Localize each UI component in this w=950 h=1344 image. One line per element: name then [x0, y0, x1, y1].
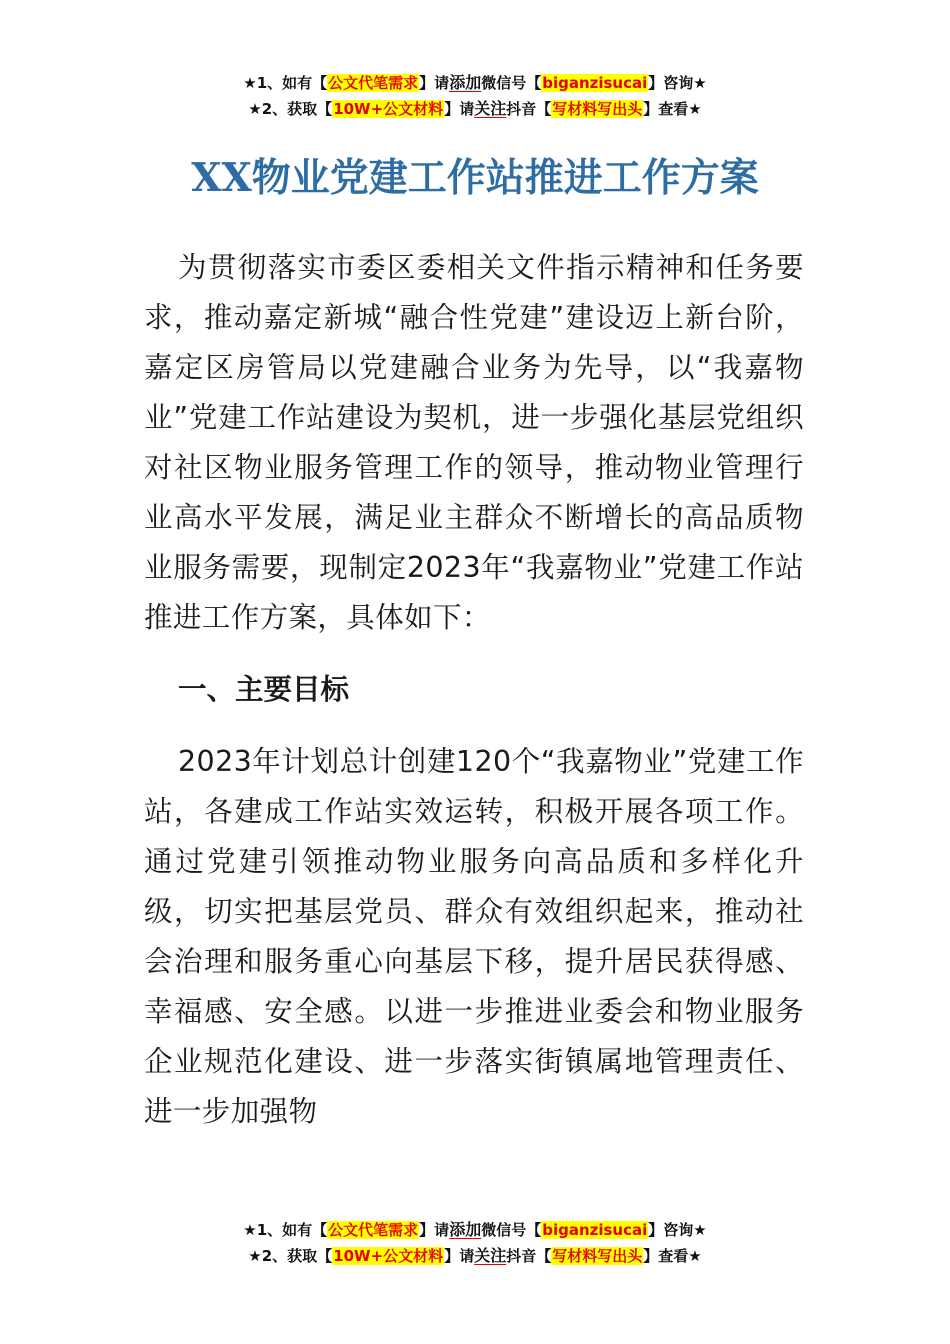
banner-text: 抖音【 [506, 100, 552, 118]
banner-text: 】请 [419, 74, 450, 92]
banner-highlight: biganzisucai [542, 74, 648, 92]
banner-text: 】请 [419, 1221, 450, 1239]
banner-text: 抖音【 [506, 1247, 552, 1265]
header-banner [0, 70, 950, 122]
banner-underlined: 添加 [449, 73, 482, 92]
banner-text: 】查看★ [643, 100, 702, 118]
banner-text: 微信号【 [481, 74, 542, 92]
banner-line-1 [0, 1217, 950, 1243]
banner-highlight: 10W+公文材料 [333, 100, 444, 118]
body-paragraph: 2023年计划总计创建120个“我嘉物业”党建工作站，各建成工作站实效运转，积极开展各项工作。通过党建引领推动物业服务向高品质和多样化升级，切实把基层党员、群众有效组织起来，推动社会治理和服务重心向基层下移，提升居民获得感、幸福感、安全感。以进一步推进业委会和物业服务企业规范化建设、进一步落实街镇属地管理责任、进一步加强物 [144, 745, 804, 1128]
banner-text: 】咨询★ [648, 1221, 707, 1239]
banner-line-2 [0, 1243, 950, 1269]
banner-text: ★1、如有【 [243, 1221, 328, 1239]
body-paragraph: 为贯彻落实市委区委相关文件指示精神和任务要求，推动嘉定新城“融合性党建”建设迈上新台阶，嘉定区房管局以党建融合业务为先导，以“我嘉物业”党建工作站建设为契机，进一步强化基层党组织对社区物业服务管理工作的领导，推动物业管理行业高水平发展，满足业主群众不断增长的高品质物业服务需要，现制定2023年“我嘉物业”党建工作站推进工作方案，具体如下： [144, 251, 804, 634]
footer-banner [0, 1217, 950, 1269]
document-title: XX物业党建工作站推进工作方案 [191, 155, 759, 201]
banner-highlight: 10W+公文材料 [333, 1247, 444, 1265]
banner-text: 】查看★ [643, 1247, 702, 1265]
banner-line-2 [0, 96, 950, 122]
banner-text: ★2、获取【 [248, 1247, 333, 1265]
banner-text: 】请 [444, 100, 475, 118]
banner-text: 微信号【 [481, 1221, 542, 1239]
banner-highlight: biganzisucai [542, 1221, 648, 1239]
banner-highlight: 写材料写出头 [552, 100, 643, 118]
section-heading: 一、主要目标 [178, 673, 350, 706]
banner-underlined: 关注 [474, 99, 507, 118]
banner-highlight: 公文代笔需求 [328, 74, 419, 92]
banner-text: ★2、获取【 [248, 100, 333, 118]
banner-text: ★1、如有【 [243, 74, 328, 92]
banner-underlined: 添加 [449, 1220, 482, 1239]
banner-underlined: 关注 [474, 1246, 507, 1265]
banner-text: 】咨询★ [648, 74, 707, 92]
banner-line-1 [0, 70, 950, 96]
banner-text: 】请 [444, 1247, 475, 1265]
banner-highlight: 写材料写出头 [552, 1247, 643, 1265]
document-body [144, 243, 804, 1137]
banner-highlight: 公文代笔需求 [328, 1221, 419, 1239]
